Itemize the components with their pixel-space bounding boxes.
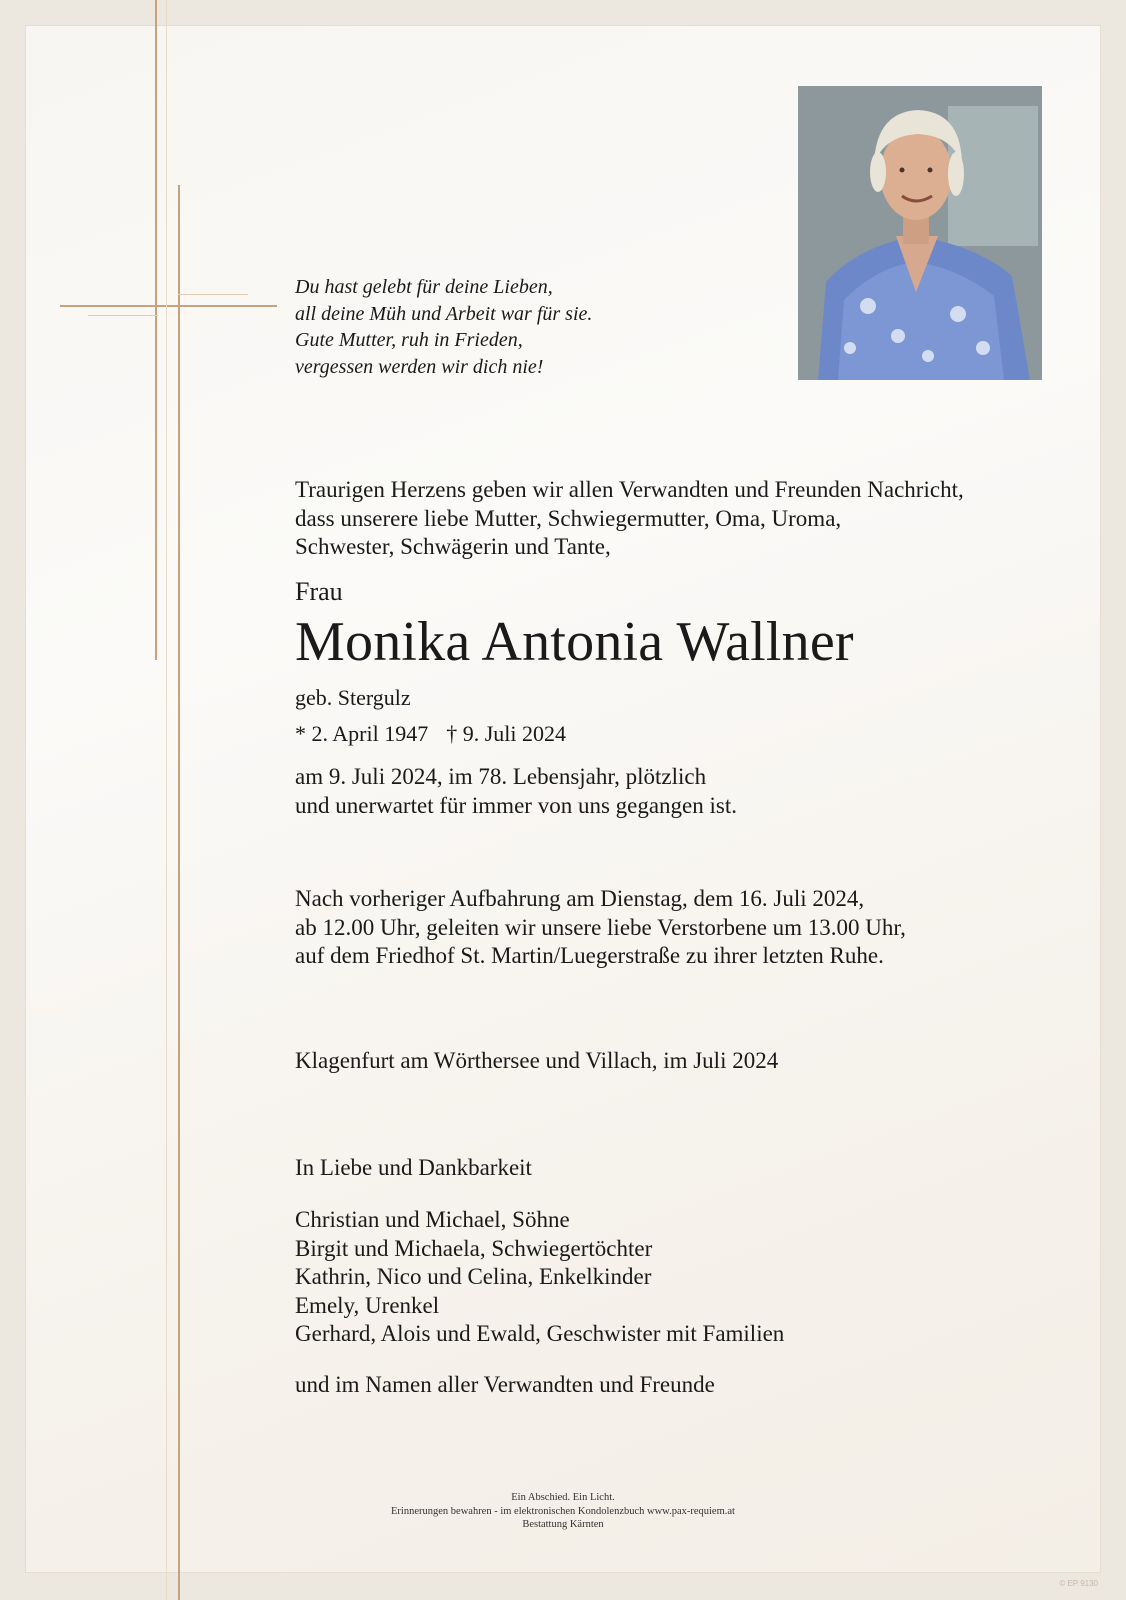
funeral-line: auf dem Friedhof St. Martin/Luegerstraße zu ihrer letzten Ruhe. <box>295 943 884 968</box>
mourner-entry: Kathrin, Nico und Celina, Enkelkinder <box>295 1264 652 1289</box>
footer-line: Ein Abschied. Ein Licht. <box>511 1492 615 1503</box>
funeral-details <box>295 885 906 971</box>
verse-line: vergessen werden wir dich nie! <box>295 355 544 378</box>
deceased-name: Monika Antonia Wallner <box>295 611 854 673</box>
passing-line: am 9. Juli 2024, im 78. Lebensjahr, plötzlich <box>295 764 707 789</box>
birth-date: * 2. April 1947 <box>295 721 429 746</box>
cross-vertical-outer <box>155 0 157 660</box>
mourner-entry: Birgit und Michaela, Schwiegertöchter <box>295 1235 653 1261</box>
life-dates <box>295 720 566 748</box>
print-code: © EP 9130 <box>1059 1579 1098 1588</box>
closing-line: und im Namen aller Verwandten und Freunde <box>295 1372 715 1397</box>
funeral-line: Nach vorheriger Aufbahrung am Dienstag, dem 16. Juli 2024, <box>295 886 865 911</box>
intro-line: Schwester, Schwägerin und Tante, <box>295 534 611 559</box>
portrait-illustration <box>798 86 1042 380</box>
maiden-name: geb. Stergulz <box>295 685 411 710</box>
mourners-list <box>295 1206 784 1349</box>
cross-horizontal-outer <box>60 305 277 307</box>
cross-vertical-short <box>166 0 167 1600</box>
announcement-intro <box>295 476 964 562</box>
passing-line: und unerwartet für immer von uns gegangen ist. <box>295 792 737 818</box>
verse-line: Gute Mutter, ruh in Frieden, <box>295 329 523 351</box>
funeral-line: ab 12.00 Uhr, geleiten wir unsere liebe Verstorbene um 13.00 Uhr, <box>295 914 906 940</box>
mourner-entry: Christian und Michael, Söhne <box>295 1207 570 1232</box>
cross-vertical-inner <box>178 185 180 1600</box>
intro-line: dass unserere liebe Mutter, Schwiegermutter, Oma, Uroma, <box>295 505 842 531</box>
mourner-entry: Gerhard, Alois und Ewald, Geschwister mit Familien <box>295 1321 785 1346</box>
mourner-entry: Emely, Urenkel <box>295 1292 440 1318</box>
death-date: † 9. Juli 2024 <box>446 721 567 746</box>
footer-line: Bestattung Kärnten <box>522 1519 604 1530</box>
place-and-date: Klagenfurt am Wörthersee und Villach, im Juli 2024 <box>295 1048 779 1073</box>
footer-line: Erinnerungen bewahren - im elektronischen Kondolenzbuch www.pax-requiem.at <box>391 1505 735 1517</box>
verse-line: all deine Müh und Arbeit war für sie. <box>295 302 593 325</box>
cross-horizontal-inner <box>88 315 158 316</box>
salutation: Frau <box>295 577 343 606</box>
intro-line: Traurigen Herzens geben wir allen Verwandten und Freunden Nachricht, <box>295 477 964 502</box>
footer-notice <box>330 1491 796 1532</box>
cross-horizontal-top <box>178 294 248 295</box>
memorial-verse <box>295 274 592 380</box>
dedication-line: In Liebe und Dankbarkeit <box>295 1155 532 1180</box>
passing-notice <box>295 763 737 820</box>
portrait-photo <box>798 86 1042 380</box>
verse-line: Du hast gelebt für deine Lieben, <box>295 276 553 298</box>
